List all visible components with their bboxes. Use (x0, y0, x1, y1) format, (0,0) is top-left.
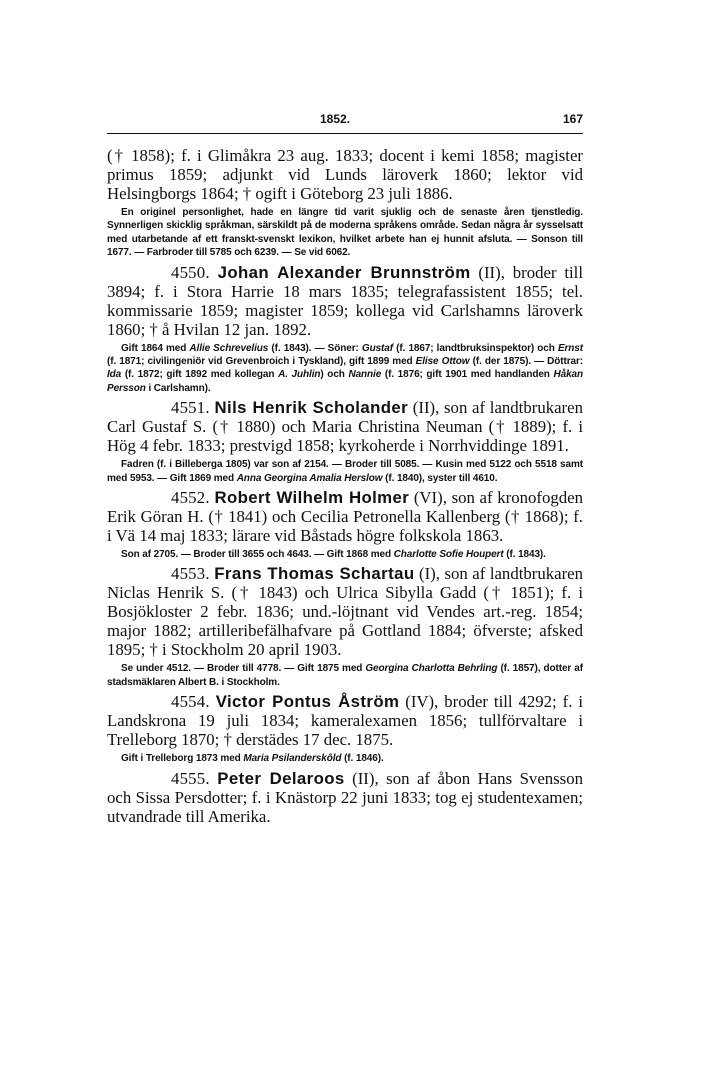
header-rule (107, 133, 583, 134)
entry-number: 4551. (171, 398, 210, 418)
note-name: Elise Ottow (415, 356, 470, 368)
note-text: (f. 1843). (503, 549, 546, 561)
note-text: Fadren (f. i Billeberga 1805) var son af 2154. — Broder till 5085. — Kusin med 5122 och 5518 samt med 5953. — Gift 1869 med (107, 459, 583, 484)
note-text: (f. der 1875). — Döttrar: (469, 356, 584, 368)
entry-text: (I), son af landtbrukaren Niclas Henrik S. († 1843) och Ulrica Sibylla Gadd († 1851); f. i Bosjökloster 2 febr. 1836; und.-löjtnant vid Vendes art.-reg. 1854; major 1882; artilleribefälhafvare på Gottland 1884; öfverste; afsked 1895; † i Stockholm 20 april 1903. (107, 564, 584, 660)
entry-text: (IV), broder till 4292; f. i Landskrona 19 juli 1834; kameralexamen 1856; tullförvaltare i Trelleborg 1870; † derstädes 17 dec. 1875. (107, 692, 583, 750)
note-text: (f. 1857), dotter af stadsmäklaren Albert B. i Stockholm. (107, 663, 583, 688)
entry-paragraph (107, 564, 583, 659)
note-name: Gustaf (361, 342, 393, 354)
note-name: Charlotte Sofie Houpert (393, 549, 504, 561)
entry-note (107, 548, 583, 561)
note-text: ) och (320, 369, 349, 381)
note-text: Gift 1864 med (121, 342, 190, 354)
entry-paragraph (107, 769, 583, 826)
entry-text: (VI), son af kronofogden Erik Göran H. († 1841) och Cecilia Petronella Kallenberg († 1868); f. i Vä 14 maj 1833; lärare vid Båstads högre folkskola 1863. (107, 488, 584, 546)
entry-paragraph (107, 692, 583, 749)
note-text: Gift i Trelleborg 1873 med (121, 753, 244, 765)
entry-paragraph (107, 263, 583, 339)
entry (107, 488, 583, 561)
entry (107, 692, 583, 765)
entry-name: Robert Wilhelm Holmer (214, 488, 410, 508)
entry-note (107, 458, 583, 485)
note-name: Georgina Charlotta Behrling (365, 663, 498, 675)
intro-paragraph: († 1858); f. i Glimåkra 23 aug. 1833; docent i kemi 1858; magister primus 1859; adjunkt vid Lunds läroverk 1860; lektor vid Helsingborgs 1864; † ogift i Göteborg 23 juli 1886. (107, 146, 583, 203)
entry (107, 263, 583, 396)
entry (107, 769, 583, 826)
note-text: Se under 4512. — Broder till 4778. — Gift 1875 med (121, 663, 366, 675)
entry-number: 4553. (171, 564, 210, 584)
entry (107, 398, 583, 485)
note-text: (f. 1843). — Söner: (268, 342, 362, 354)
entry-name: Nils Henrik Scholander (214, 398, 409, 418)
entries-list (107, 263, 583, 826)
entry-text: (II), son af landtbrukaren Carl Gustaf S. († 1880) och Maria Christina Neuman († 1889); f. i Hög 4 febr. 1833; prestvigd 1858; kyrkoherde i Norrhviddinge 1891. (107, 398, 583, 456)
note-text: (f. 1876; gift 1901 med handlanden (381, 369, 554, 381)
note-name: A. Juhlin (278, 369, 321, 381)
note-name: Ida (107, 369, 122, 381)
entry-paragraph (107, 488, 583, 545)
note-name: Håkan Persson (107, 369, 583, 394)
note-name: Maria Psilanderskôld (243, 753, 342, 765)
header-year: 1852. (320, 112, 351, 126)
note-text: Son af 2705. — Broder till 3655 och 4643. — Gift 1868 med (121, 549, 394, 561)
entry-text: (II), son af åbon Hans Svensson och Sissa Persdotter; f. i Knästorp 22 juni 1833; tog ej studentexamen; utvandrade till Amerika. (107, 768, 583, 826)
entry-note (107, 342, 583, 396)
note-text: (f. 1872; gift 1892 med kollegan (121, 369, 279, 381)
entry-name: Johan Alexander Brunnström (217, 262, 471, 282)
note-text: i Carlshamn). (145, 382, 211, 394)
note-text: (f. 1871; civilingeniör vid Grevenbroich i Tyskland), gift 1899 med (107, 356, 416, 368)
entry-note (107, 662, 583, 689)
entry-number: 4554. (171, 692, 210, 712)
entry-number: 4555. (171, 768, 210, 788)
entry (107, 564, 583, 689)
entry-text: (II), broder till 3894; f. i Stora Harrie 18 mars 1835; telegrafassistent 1855; tel. kommissarie 1859; magister 1859; kollega vid Carlshamns läroverk 1860; † å Hvilan 12 jan. 1892. (107, 262, 583, 339)
note-name: Ernst (557, 342, 583, 354)
page-content (107, 146, 583, 826)
entry-note (107, 752, 583, 765)
entry-name: Victor Pontus Åström (215, 692, 400, 712)
entry-number: 4550. (171, 262, 210, 282)
page-number: 167 (562, 112, 583, 126)
note-text: (f. 1867; landtbruksinspektor) och (392, 342, 558, 354)
note-text: (f. 1840), syster till 4610. (382, 472, 498, 484)
entry-paragraph (107, 398, 583, 455)
intro-note: En originel personlighet, hade en längre tid varit sjuklig och de senaste åren tjenstledig. Synnerligen skicklig språkman, särskildt på de moderna språkens område. Sedan några år sysselsatt med utarbetande af ett franskt-svenskt lexikon, hvilket arbete han ej hunnit afsluta. — Sonson till 1677. — Farbroder till 5785 och 6239. — Se vid 6062. (107, 207, 583, 259)
note-text: (f. 1846). (341, 753, 384, 765)
entry-name: Frans Thomas Schartau (214, 564, 415, 584)
note-name: Nannie (348, 369, 382, 381)
entry-number: 4552. (171, 488, 210, 508)
entry-name: Peter Delaroos (217, 768, 345, 788)
note-name: Allie Schrevelius (189, 342, 269, 354)
note-name: Anna Georgina Amalia Herslow (236, 472, 383, 484)
